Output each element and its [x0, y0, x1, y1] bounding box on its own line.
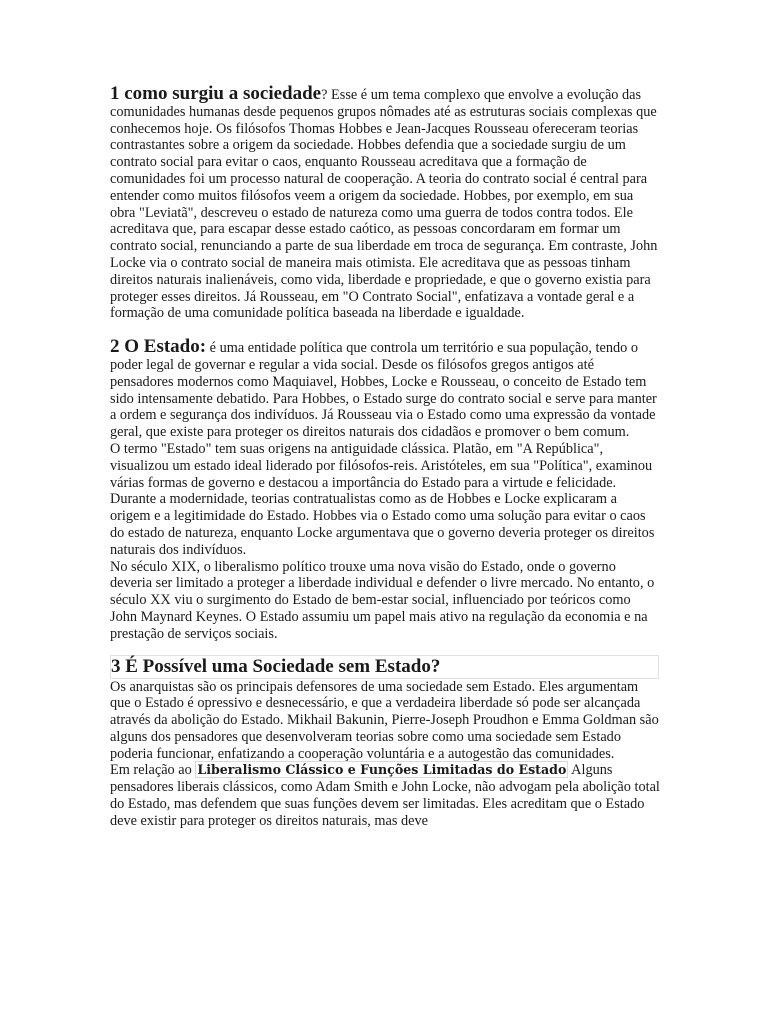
section-3-body-2: Alguns pensadores liberais clássicos, como Adam Smith e John Locke, não advogam pela abolição total do Estado, mas defendem que suas funções devem ser limitadas. Eles acreditam que o Estado deve existir para proteger os direitos naturais, mas deve [110, 762, 660, 829]
section-2-heading: 2 O Estado: [110, 336, 207, 358]
document-page [110, 83, 660, 830]
section-1-body: ? Esse é um tema complexo que envolve a evolução das comunidades humanas desde pequenos grupos nômades até as estruturas sociais complexas que conhecemos hoje. Os filósofos Thomas Hobbes e Jean-Jacques Rousseau ofereceram teorias contrastantes sobre a origem da sociedade. Hobbes defendia que a sociedade surgiu de um contrato social para evitar o caos, enquanto Rousseau acreditava que a formação de comunidades foi um processo natural de cooperação. A teoria do contrato social é central para entender como muitos filósofos veem a origem da sociedade. Hobbes, por exemplo, em sua obra "Leviatã", descreveu o estado de natureza como uma guerra de todos contra todos. Ele acreditava que, para escapar desse estado caótico, as pessoas concordaram em formar um contrato social, renunciando a parte de sua liberdade em troca de segurança. Em contraste, John Locke via o contrato social de maneira mais otimista. Ele acreditava que as pessoas tinham direitos naturais inalienáveis, como vida, liberdade e propriedade, e que o governo existia para proteger esses direitos. Já Rousseau, em "O Contrato Social", enfatizava a vontade geral e a formação de uma comunidade política baseada na liberdade e igualdade. [110, 87, 658, 322]
section-3-prefix: Em relação ao [110, 762, 196, 779]
section-2-paragraph-3: No século XIX, o liberalismo político trouxe uma nova visão do Estado, onde o governo deveria ser limitado a proteger a liberdade individual e defender o livre mercado. No entanto, o século XX viu o surgimento do Estado de bem-estar social, influenciado por teóricos como John Maynard Keynes. O Estado assumiu um papel mais ativo na regulação da economia e na prestação de serviços sociais. [110, 558, 655, 642]
section-3-heading: 3 É Possível uma Sociedade sem Estado? [110, 655, 659, 679]
section-2-body-1: é uma entidade política que controla um território e sua população, tendo o poder legal de governar e regular a vida social. Desde os filósofos gregos antigos até pensadores modernos como Maquiavel, Hobbes, Locke e Rousseau, o conceito de Estado tem sido intensamente debatido. Para Hobbes, o Estado surge do contrato social e serve para manter a ordem e segurança dos indivíduos. Já Rousseau via o Estado como uma expressão da vontade geral, que existe para proteger os direitos naturais dos cidadãos e promover o bem comum. [110, 340, 657, 441]
section-2-paragraph-1 [110, 336, 660, 441]
section-2-paragraph-2: O termo "Estado" tem suas origens na antiguidade clássica. Platão, em "A República", visualizou um estado ideal liderado por filósofos-reis. Aristóteles, em sua "Política", examinou várias formas de governo e destacou a importância do Estado para a virtude e felicidade. Durante a modernidade, teorias contratualistas como as de Hobbes e Locke explicaram a origem e a legitimidade do Estado. Hobbes via o Estado como uma solução para evitar o caos do estado de natureza, enquanto Locke argumentava que o governo deveria proteger os direitos naturais dos indivíduos. [110, 440, 655, 558]
section-2 [110, 336, 660, 642]
section-3-bold-term: Liberalismo Clássico e Funções Limitadas do Estado [197, 762, 567, 778]
section-1-paragraph [110, 83, 660, 322]
section-3-paragraph-1: Os anarquistas são os principais defensores de uma sociedade sem Estado. Eles argumentam que o Estado é opressivo e desnecessário, e que a verdadeira liberdade só pode ser alcançada através da abolição do Estado. Mikhail Bakunin, Pierre-Joseph Proudhon e Emma Goldman são alguns dos pensadores que desenvolveram teorias sobre como uma sociedade sem Estado poderia funcionar, enfatizando a cooperação voluntária e a autogestão das comunidades. [110, 678, 659, 762]
section-3-paragraph-2 [110, 762, 660, 829]
section-1-heading: 1 como surgiu a sociedade [110, 83, 322, 104]
section-3 [110, 679, 660, 830]
